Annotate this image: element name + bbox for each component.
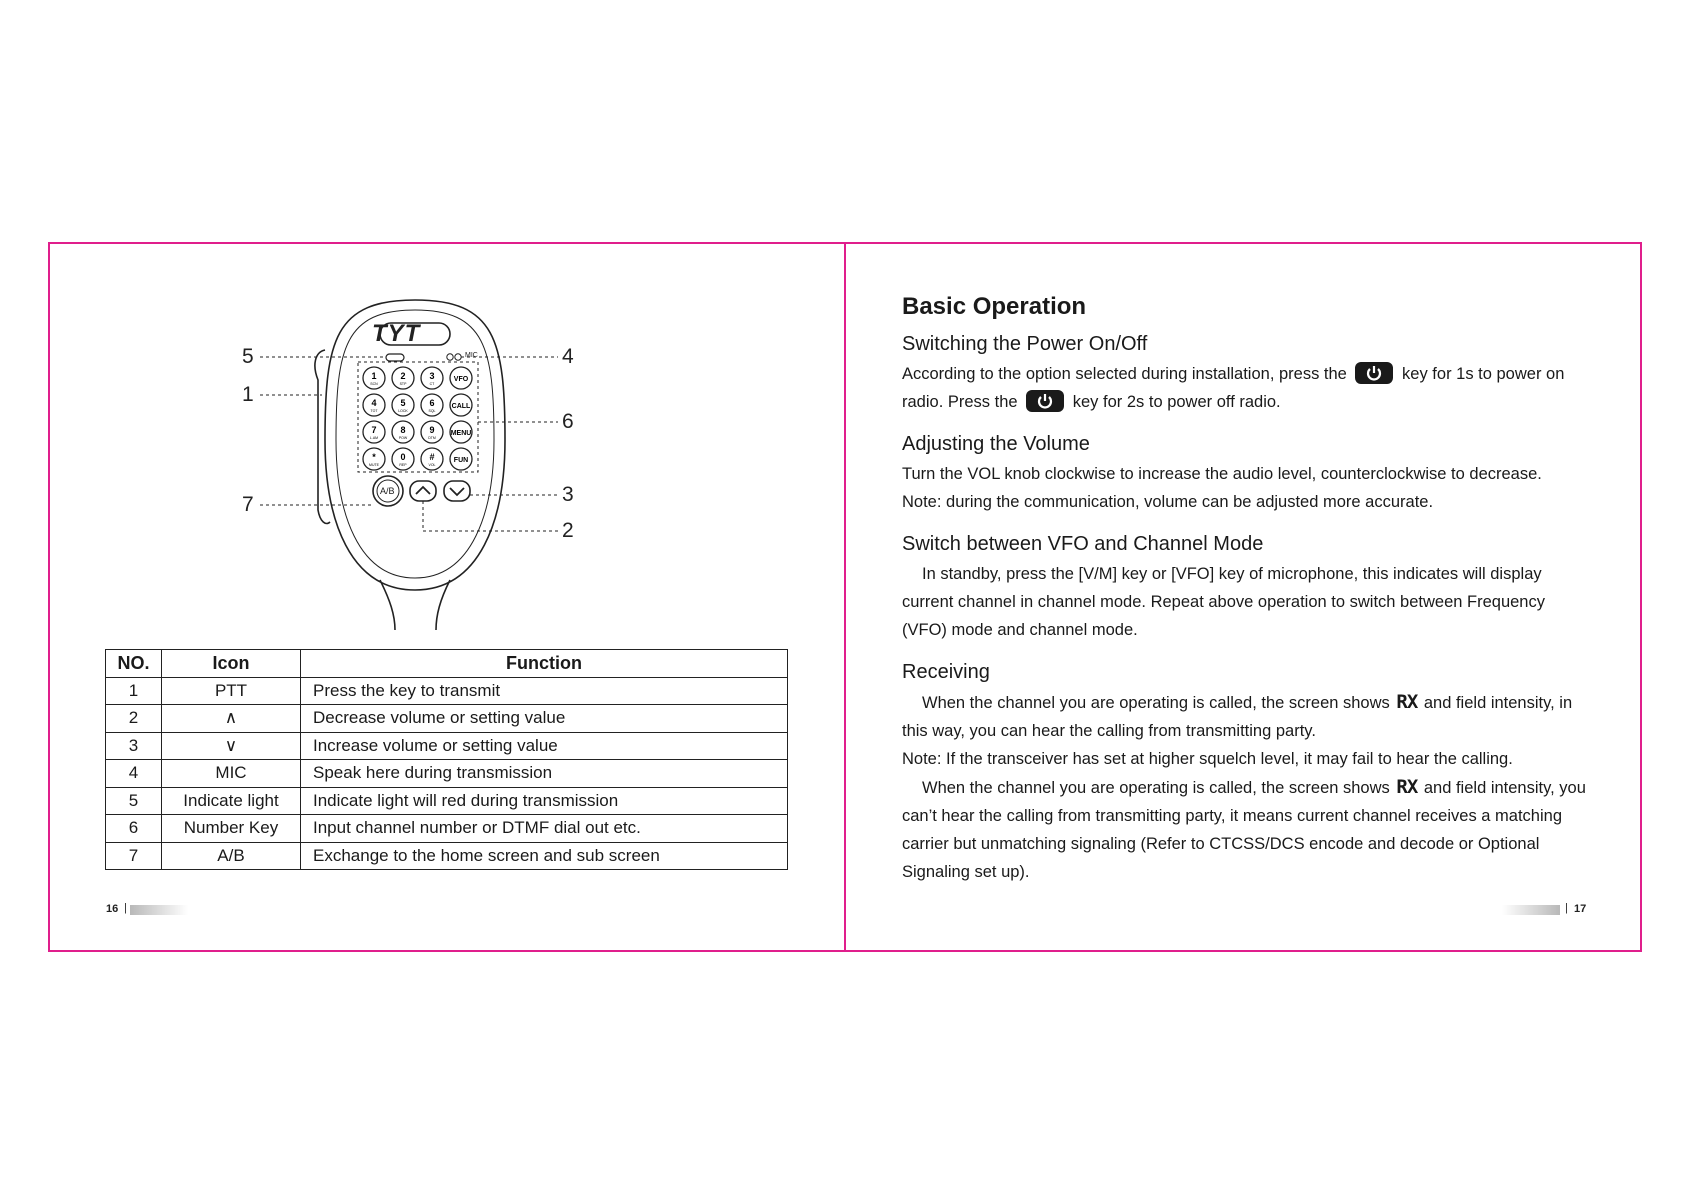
keypad-key-sublabel: SCN [370, 382, 378, 386]
keypad-key-label: 5 [400, 398, 406, 408]
keypad-key-label: FUN [453, 457, 469, 464]
rx-icon: RX [1396, 776, 1418, 798]
volume-line-1: Turn the VOL knob clockwise to increase the audio level, counterclockwise to decrease. [902, 465, 1542, 483]
callout-3: 3 [562, 483, 574, 506]
keypad-key-label: 0 [400, 452, 406, 462]
callout-2: 2 [562, 519, 574, 542]
receiving-text-2b: and field intensity, you can’t hear the calling from transmitting party, it means current channel receives a matching carrier but unmatching signaling (Refer to CTCSS/DCS encode and decode or Optional Signaling set up). [902, 779, 1586, 881]
keypad-key-sublabel: L.AM [369, 436, 379, 440]
row-function: Increase volume or setting value [301, 732, 788, 760]
tyt-logo: TYT [372, 320, 421, 347]
keypad-key-sublabel: MUTE [369, 463, 379, 467]
keypad-key-label: 4 [371, 398, 377, 408]
power-key-icon [1355, 362, 1393, 384]
callout-7: 7 [242, 493, 254, 516]
keypad-key [392, 421, 414, 443]
keypad-key [421, 367, 443, 389]
page-bar-left [130, 905, 188, 915]
power-text-3: key for 2s to power off radio. [1072, 393, 1281, 411]
table-header-row [106, 650, 788, 678]
row-function: Decrease volume or setting value [301, 705, 788, 733]
header-function: Function [301, 650, 788, 678]
keypad-key-label: 9 [429, 425, 435, 435]
keypad-key [421, 394, 443, 416]
vfo-paragraph: In standby, press the [V/M] key or [VFO] key of microphone, this indicates will display current channel in channel mode. Repeat above operation to switch between Frequency (VFO) mode and channel mode. [902, 565, 1545, 639]
vfo-heading: Switch between VFO and Channel Mode [902, 533, 1264, 555]
keypad-key [363, 448, 385, 470]
table-row [106, 842, 788, 870]
keypad-key-label: 1 [371, 371, 377, 381]
power-text-2: key for 1s to power on radio. Press the [902, 365, 1565, 411]
keypad-key [363, 421, 385, 443]
receiving-note: Note: If the transceiver has set at higher squelch level, it may fail to hear the calling. [902, 750, 1513, 768]
keypad-key-sublabel: REP [399, 463, 407, 467]
page-number-separator-left: | [124, 902, 127, 914]
keypad-key [392, 367, 414, 389]
keypad-key-sublabel: DTM [428, 436, 436, 440]
receiving-paragraph-2 [902, 773, 1592, 886]
table-row [106, 732, 788, 760]
page-divider [844, 242, 846, 952]
row-no: 4 [106, 760, 162, 788]
rx-icon: RX [1396, 691, 1418, 713]
table-row [106, 677, 788, 705]
microphone-figure [240, 290, 630, 635]
table-row [106, 815, 788, 843]
microphone-drawing [240, 290, 630, 635]
keypad-key-label: 3 [429, 371, 435, 381]
row-icon: Number Key [162, 815, 301, 843]
row-no: 2 [106, 705, 162, 733]
keypad-key-label: VFO [453, 376, 469, 383]
keypad-key [450, 367, 472, 389]
header-no: NO. [106, 650, 162, 678]
keypad-key-sublabel: SQL [428, 409, 436, 413]
volume-line-2: Note: during the communication, volume can be adjusted more accurate. [902, 493, 1434, 511]
receiving-text-1b: and field intensity, in this way, you can hear the calling from transmitting party. [902, 694, 1573, 740]
row-function: Press the key to transmit [301, 677, 788, 705]
row-icon: ∧ [162, 705, 301, 733]
keypad-key-sublabel: STP [399, 382, 407, 386]
row-icon: PTT [162, 677, 301, 705]
keypad-key-label: * [372, 452, 376, 462]
callout-1: 1 [242, 383, 254, 406]
keypad-key [450, 448, 472, 470]
row-icon: ∨ [162, 732, 301, 760]
receiving-text-2a: When the channel you are operating is called, the screen shows [922, 779, 1390, 797]
receiving-heading: Receiving [902, 661, 990, 683]
row-no: 1 [106, 677, 162, 705]
row-function: Exchange to the home screen and sub screen [301, 842, 788, 870]
keypad-key-label: MENU [450, 430, 472, 437]
page-bar-right [1502, 905, 1560, 915]
keypad-key-sublabel: CT [429, 382, 435, 386]
power-heading: Switching the Power On/Off [902, 333, 1148, 355]
keypad-key [450, 394, 472, 416]
row-no: 7 [106, 842, 162, 870]
keypad-key-sublabel: TOT [370, 409, 378, 413]
receiving-text-1a: When the channel you are operating is called, the screen shows [922, 694, 1390, 712]
row-no: 6 [106, 815, 162, 843]
keypad-key [421, 448, 443, 470]
table-row [106, 705, 788, 733]
ab-key-label: A/B [380, 486, 395, 496]
key-function-table [105, 649, 788, 870]
keypad-key-sublabel: LOCK [398, 409, 408, 413]
callout-5: 5 [242, 345, 254, 368]
page-number-right: 17 [1574, 903, 1587, 915]
keypad-key-sublabel: POW [398, 436, 408, 440]
keypad-key [450, 421, 472, 443]
header-icon: Icon [162, 650, 301, 678]
row-function: Input channel number or DTMF dial out etc. [301, 815, 788, 843]
keypad-key [392, 448, 414, 470]
callout-4: 4 [562, 345, 574, 368]
receiving-paragraph-1 [902, 688, 1592, 745]
power-text-1: According to the option selected during installation, press the [902, 365, 1347, 383]
keypad-key-label: 2 [400, 371, 406, 381]
mic-label: MIC [465, 352, 478, 359]
keypad-key-label: 8 [400, 425, 406, 435]
keypad-key-label: 7 [371, 425, 377, 435]
keypad-key-sublabel: VOL [428, 463, 436, 467]
row-function: Speak here during transmission [301, 760, 788, 788]
table-row [106, 787, 788, 815]
row-function: Indicate light will red during transmission [301, 787, 788, 815]
right-page-content [902, 292, 1592, 886]
callout-6: 6 [562, 410, 574, 433]
keypad-key [392, 394, 414, 416]
keypad-key [363, 367, 385, 389]
power-paragraph [902, 360, 1592, 416]
keypad-key [363, 394, 385, 416]
page-number-left: 16 [106, 903, 119, 915]
keypad-key-label: CALL [451, 403, 471, 410]
section-title: Basic Operation [902, 293, 1087, 320]
keypad-key [421, 421, 443, 443]
row-icon: Indicate light [162, 787, 301, 815]
table-row [106, 760, 788, 788]
row-icon: MIC [162, 760, 301, 788]
keypad-key-label: 6 [429, 398, 435, 408]
power-key-icon [1026, 390, 1064, 412]
row-no: 3 [106, 732, 162, 760]
volume-heading: Adjusting the Volume [902, 433, 1090, 455]
page-number-separator-right: | [1565, 902, 1568, 914]
row-no: 5 [106, 787, 162, 815]
row-icon: A/B [162, 842, 301, 870]
keypad-key-label: # [429, 452, 435, 462]
